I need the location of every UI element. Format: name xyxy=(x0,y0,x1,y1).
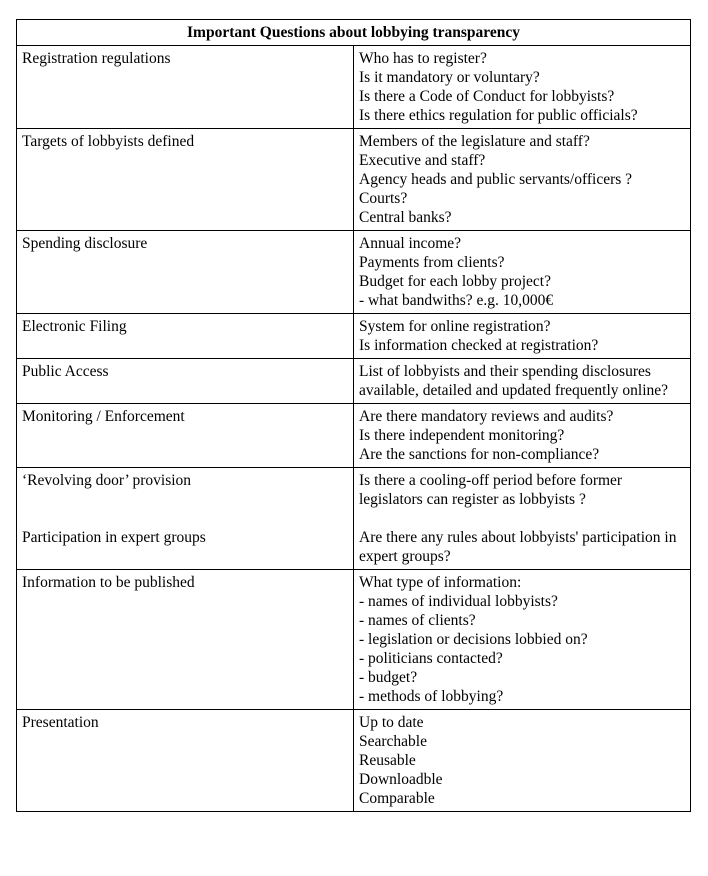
question-line: Central banks? xyxy=(359,209,452,226)
topic-label: Public Access xyxy=(22,363,109,380)
question-line: Reusable xyxy=(359,752,416,769)
question-line: Is there independent monitoring? xyxy=(359,427,565,444)
questions-cell xyxy=(354,314,691,359)
table-row xyxy=(17,231,691,314)
questions-cell xyxy=(354,570,691,710)
question-line: Payments from clients? xyxy=(359,254,505,271)
questions-cell xyxy=(354,231,691,314)
question-line: - legislation or decisions lobbied on? xyxy=(359,631,588,648)
question-line: Comparable xyxy=(359,790,435,807)
table-row xyxy=(17,359,691,404)
question-line: Is there ethics regulation for public officials? xyxy=(359,107,638,124)
topic-label: Registration regulations xyxy=(22,50,171,67)
question-line: Up to date xyxy=(359,714,424,731)
blank-line xyxy=(22,490,348,509)
table-row xyxy=(17,314,691,359)
question-line: Is information checked at registration? xyxy=(359,337,599,354)
topic-label: Monitoring / Enforcement xyxy=(22,408,185,425)
question-line: What type of information: xyxy=(359,574,522,591)
questions-cell xyxy=(354,710,691,812)
table-title: Important Questions about lobbying transparency xyxy=(17,20,691,46)
topic-label: Participation in expert groups xyxy=(22,529,206,546)
table-row xyxy=(17,710,691,812)
question-line: - methods of lobbying? xyxy=(359,688,504,705)
topic-cell xyxy=(17,359,354,404)
blank-line xyxy=(22,509,348,528)
questions-table xyxy=(16,19,691,812)
topic-cell xyxy=(17,314,354,359)
table-row xyxy=(17,468,691,570)
question-line: Annual income? xyxy=(359,235,462,252)
question-line: Is there a cooling-off period before former legislators can register as lobbyists ? xyxy=(359,472,623,508)
question-line: Are there mandatory reviews and audits? xyxy=(359,408,614,425)
question-line: Are there any rules about lobbyists' participation in expert groups? xyxy=(359,529,677,565)
question-line: List of lobbyists and their spending disclosures available, detailed and updated frequently online? xyxy=(359,363,669,399)
questions-cell xyxy=(354,468,691,570)
question-line: - what bandwiths? e.g. 10,000€ xyxy=(359,292,554,309)
question-line: - names of individual lobbyists? xyxy=(359,593,558,610)
question-line: - budget? xyxy=(359,669,418,686)
table-row xyxy=(17,570,691,710)
table-row xyxy=(17,404,691,468)
question-line: Courts? xyxy=(359,190,408,207)
question-line: System for online registration? xyxy=(359,318,551,335)
question-line: Are the sanctions for non-compliance? xyxy=(359,446,600,463)
questions-cell xyxy=(354,129,691,231)
question-line: Agency heads and public servants/officers ? xyxy=(359,171,633,188)
question-line: Budget for each lobby project? xyxy=(359,273,551,290)
questions-cell xyxy=(354,404,691,468)
question-line: Is there a Code of Conduct for lobbyists? xyxy=(359,88,615,105)
topic-cell xyxy=(17,46,354,129)
topic-cell xyxy=(17,570,354,710)
question-line: Members of the legislature and staff? xyxy=(359,133,590,150)
topic-cell xyxy=(17,710,354,812)
question-line: Searchable xyxy=(359,733,427,750)
question-line: Downloadble xyxy=(359,771,443,788)
topic-cell xyxy=(17,231,354,314)
question-line: - names of clients? xyxy=(359,612,476,629)
table-title-row xyxy=(17,20,691,46)
topic-label: Information to be published xyxy=(22,574,195,591)
topic-label: Presentation xyxy=(22,714,99,731)
question-line: Who has to register? xyxy=(359,50,487,67)
topic-cell xyxy=(17,129,354,231)
topic-cell xyxy=(17,404,354,468)
topic-label: Targets of lobbyists defined xyxy=(22,133,195,150)
question-line: Executive and staff? xyxy=(359,152,486,169)
topic-label: ‘Revolving door’ provision xyxy=(22,472,192,489)
questions-cell xyxy=(354,46,691,129)
topic-cell xyxy=(17,468,354,570)
topic-label: Electronic Filing xyxy=(22,318,127,335)
question-line: Is it mandatory or voluntary? xyxy=(359,69,540,86)
question-line: - politicians contacted? xyxy=(359,650,503,667)
table-row xyxy=(17,46,691,129)
questions-cell xyxy=(354,359,691,404)
topic-label: Spending disclosure xyxy=(22,235,148,252)
table-row xyxy=(17,129,691,231)
blank-line xyxy=(359,509,685,528)
